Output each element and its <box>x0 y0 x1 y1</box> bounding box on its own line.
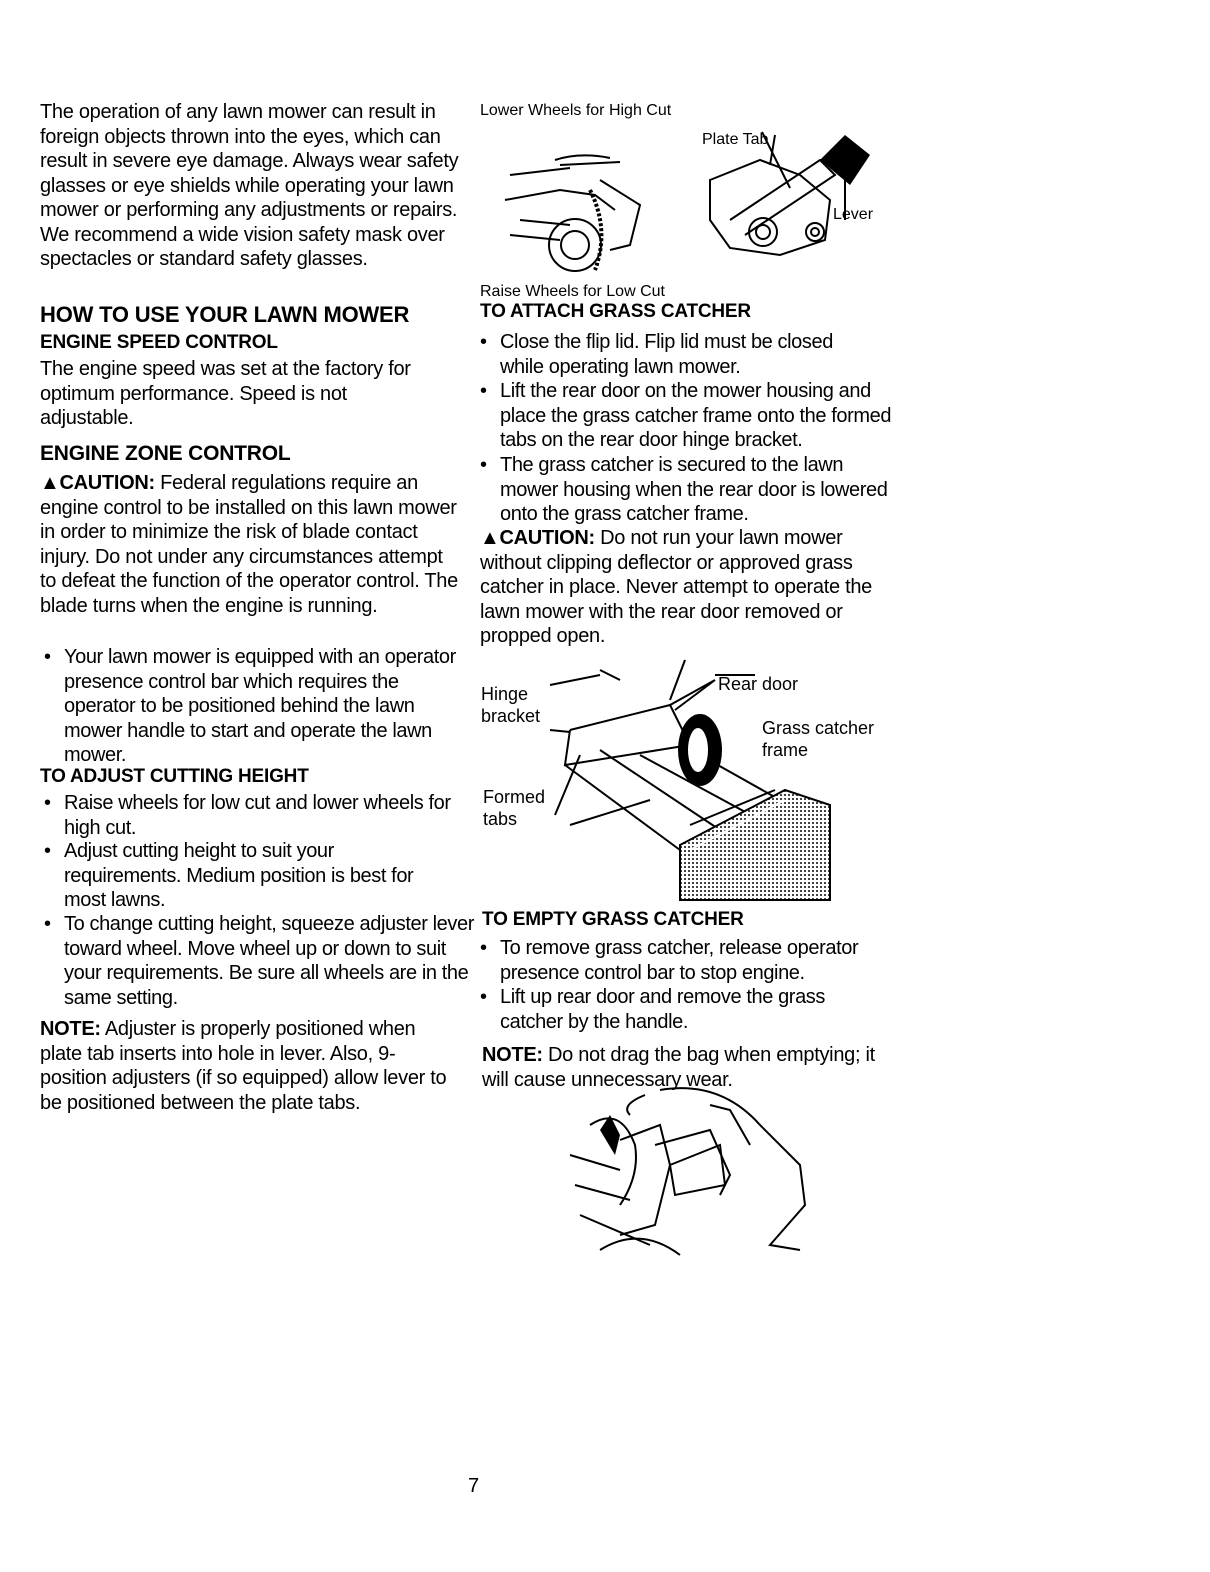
right-caution <box>480 526 900 649</box>
main-heading: HOW TO USE YOUR LAWN MOWER <box>40 302 410 327</box>
attach-bullet: • The grass catcher is secured to the lawn mower housing when the rear door is lowered onto the grass catcher frame. <box>476 453 900 527</box>
zone-bullet: • Your lawn mower is equipped with an operator presence control bar which requires the operator to be positioned behind the lawn mower handle to start and operate the lawn mower. <box>40 645 464 768</box>
empty-bullet: • Lift up rear door and remove the grass catcher by the handle. <box>476 985 880 1034</box>
empty-bullet: • To remove grass catcher, release operator presence control bar to stop engine. <box>476 936 910 985</box>
speed-heading: ENGINE SPEED CONTROL <box>40 332 278 353</box>
fig1-top-caption: Lower Wheels for High Cut <box>480 102 672 119</box>
fig2-hinge-label: Hinge bracket <box>481 684 541 726</box>
empty-catcher-illustration <box>560 1085 820 1255</box>
height-bullet: • Adjust cutting height to suit your requirements. Medium position is best for most lawns. <box>40 839 444 913</box>
fig1-plate-tab-label: Plate Tab <box>702 131 769 148</box>
height-bullet: • To change cutting height, squeeze adjuster lever toward wheel. Move wheel up or down to suit your requirements. Be sure all wheels are in the same setting. <box>40 912 484 1010</box>
attach-heading: TO ATTACH GRASS CATCHER <box>480 301 751 322</box>
attach-bullet: • Lift the rear door on the mower housing and place the grass catcher frame onto the formed tabs on the rear door hinge bracket. <box>476 379 920 453</box>
fig1-lever-label: Lever <box>833 206 874 223</box>
attach-bullet: • Close the flip lid. Flip lid must be closed while operating lawn mower. <box>476 330 880 379</box>
note-text: Do not drag the bag when emptying; it will cause unnecessary wear. <box>482 1044 875 1091</box>
note-text: Adjuster is properly positioned when plate tab inserts into hole in lever. Also, 9-position adjusters (if so equipped) allow lever to be positioned between the plate tabs. <box>40 1018 447 1114</box>
left-note <box>40 1017 450 1115</box>
grass-catcher-illustration <box>540 650 840 910</box>
fig2-frame-label: Grass catcher frame <box>762 718 875 760</box>
page-number: 7 <box>468 1475 479 1497</box>
intro-paragraph: The operation of any lawn mower can result in foreign objects thrown into the eyes, which can result in severe eye damage. Always wear safety glasses or eye shields while operating your lawn mower or performing any adjustments or repairs. We recommend a wide vision safety mask over spectacles or standard safety glasses. <box>40 101 459 270</box>
speed-text: The engine speed was set at the factory for optimum performance. Speed is not adjustable. <box>40 358 411 429</box>
fig2-rear-door-label: Rear door <box>718 674 799 694</box>
caution-label: ▲CAUTION: <box>480 527 595 549</box>
fig2-tabs-label: Formed tabs <box>483 787 546 829</box>
height-heading: TO ADJUST CUTTING HEIGHT <box>40 766 309 787</box>
caution-text: Federal regulations require an engine control to be installed on this lawn mower in order to minimize the risk of blade contact injury. Do not under any circumstances attempt to defeat the function of the operator control. The blade turns when the engine is running. <box>40 472 458 617</box>
caution-text: Do not run your lawn mower without clipping deflector or approved grass catcher in place. Never attempt to operate the lawn mower with the rear door removed or propped open. <box>480 527 872 647</box>
note-label: NOTE: <box>40 1018 101 1040</box>
note-label: NOTE: <box>482 1044 543 1066</box>
zone-caution <box>40 471 460 618</box>
caution-label: ▲CAUTION: <box>40 472 155 494</box>
fig1-bottom-caption: Raise Wheels for Low Cut <box>480 283 665 300</box>
empty-heading: TO EMPTY GRASS CATCHER <box>482 909 744 930</box>
wheel-height-illustration <box>500 120 890 290</box>
zone-heading: ENGINE ZONE CONTROL <box>40 442 291 465</box>
height-bullet: • Raise wheels for low cut and lower wheels for high cut. <box>40 791 469 840</box>
